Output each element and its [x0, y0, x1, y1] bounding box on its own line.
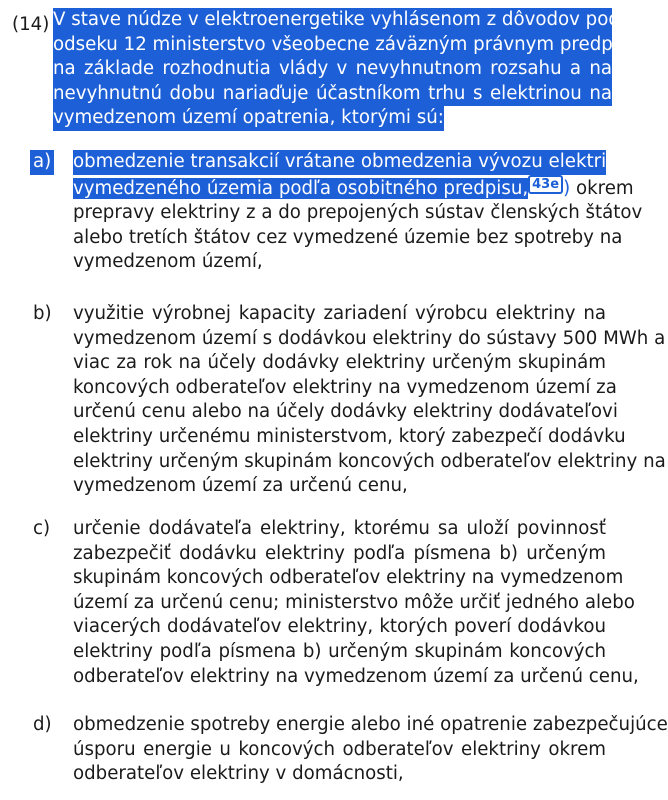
selected-line[interactable]: vymedzenom území opatrenia, ktorými sú:: [53, 106, 444, 131]
text-line: území za určenú cenu; ministerstvo môže určiť jedného alebo: [73, 591, 635, 613]
text-line: úsporu energie u koncových odberateľov elektriny okrem: [73, 738, 606, 760]
paragraph-number: (14): [12, 14, 50, 35]
text-line: vymedzenom území,: [73, 251, 263, 273]
item-text-a[interactable]: [73, 150, 644, 275]
text-line: skupinám koncových odberateľov elektriny na vymedzenom: [73, 567, 624, 589]
text-line: vymedzenom území s dodávkou elektriny do sústavy 500 MWh a: [73, 327, 666, 349]
text-line: viacerých dodávateľov elektriny, ktorých poverí dodávkou: [73, 616, 606, 638]
text-line: určenú cenu alebo na účely dodávky elektriny dodávateľovi: [73, 401, 618, 423]
text-line: prepravy elektriny z a do prepojených sústav členských štátov: [73, 202, 643, 224]
selected-line[interactable]: na základe rozhodnutia vlády v nevyhnutnom rozsahu a na: [53, 57, 612, 82]
selected-line[interactable]: nevyhnutnú dobu nariaďuje účastníkom trhu s elektrinou na: [53, 82, 612, 107]
item-label-b: b): [33, 303, 52, 324]
selected-line[interactable]: odseku 12 ministerstvo všeobecne záväzným právnym predpisom: [53, 33, 612, 58]
item-label-a[interactable]: a): [30, 150, 54, 175]
text-line: elektriny určenému ministerstvom, ktorý zabezpečí dodávku: [73, 425, 626, 447]
text-line: využitie výrobnej kapacity zariadení výrobcu elektriny na: [73, 303, 606, 324]
item-label-c: c): [33, 518, 51, 539]
text-line: elektriny určeným skupinám koncových odberateľov elektriny na: [73, 450, 666, 472]
text-line: odberateľov elektriny v domácnosti,: [73, 763, 404, 785]
selected-line[interactable]: V stave núdze v elektroenergetike vyhlásenom z dôvodov podľa: [53, 8, 612, 33]
item-text-c: [73, 517, 639, 689]
text-line: vymedzenom území za určenú cenu,: [73, 475, 408, 497]
selected-fragment[interactable]: vymedzeného územia podľa osobitného predpisu,: [73, 177, 529, 199]
text-line: [73, 175, 634, 202]
text-line: zabezpečiť dodávku elektriny podľa písmena b) určeným: [73, 542, 606, 564]
item-label-d: d): [33, 714, 52, 735]
text-line: odberateľov elektriny na vymedzenom území za určenú cenu,: [73, 665, 639, 687]
text-line: elektriny podľa písmena b) určeným skupinám koncových: [73, 640, 606, 662]
selected-line[interactable]: obmedzenie transakcií vrátane obmedzenia vývozu elektriny z: [73, 150, 606, 175]
paragraph-text[interactable]: [53, 8, 657, 131]
footnote-reference-link[interactable]: 43e: [528, 175, 563, 194]
item-text-b: [73, 302, 666, 499]
text-line: alebo tretích štátov cez vymedzené územie bez spotreby na: [73, 226, 623, 248]
paragraph-14: [12, 8, 657, 131]
footnote-reference-paren: ): [563, 177, 571, 199]
text-line: viac za rok na účely dodávky elektriny určeným skupinám: [73, 352, 606, 374]
text-fragment: okrem: [570, 177, 634, 199]
text-line: koncových odberateľov elektriny na vymedzenom území za: [73, 376, 617, 398]
text-line: obmedzenie spotreby energie alebo iné opatrenie zabezpečujúce: [73, 714, 668, 735]
item-text-d: [73, 713, 668, 787]
text-line: určenie dodávateľa elektriny, ktorému sa uloží povinnosť: [73, 518, 606, 539]
